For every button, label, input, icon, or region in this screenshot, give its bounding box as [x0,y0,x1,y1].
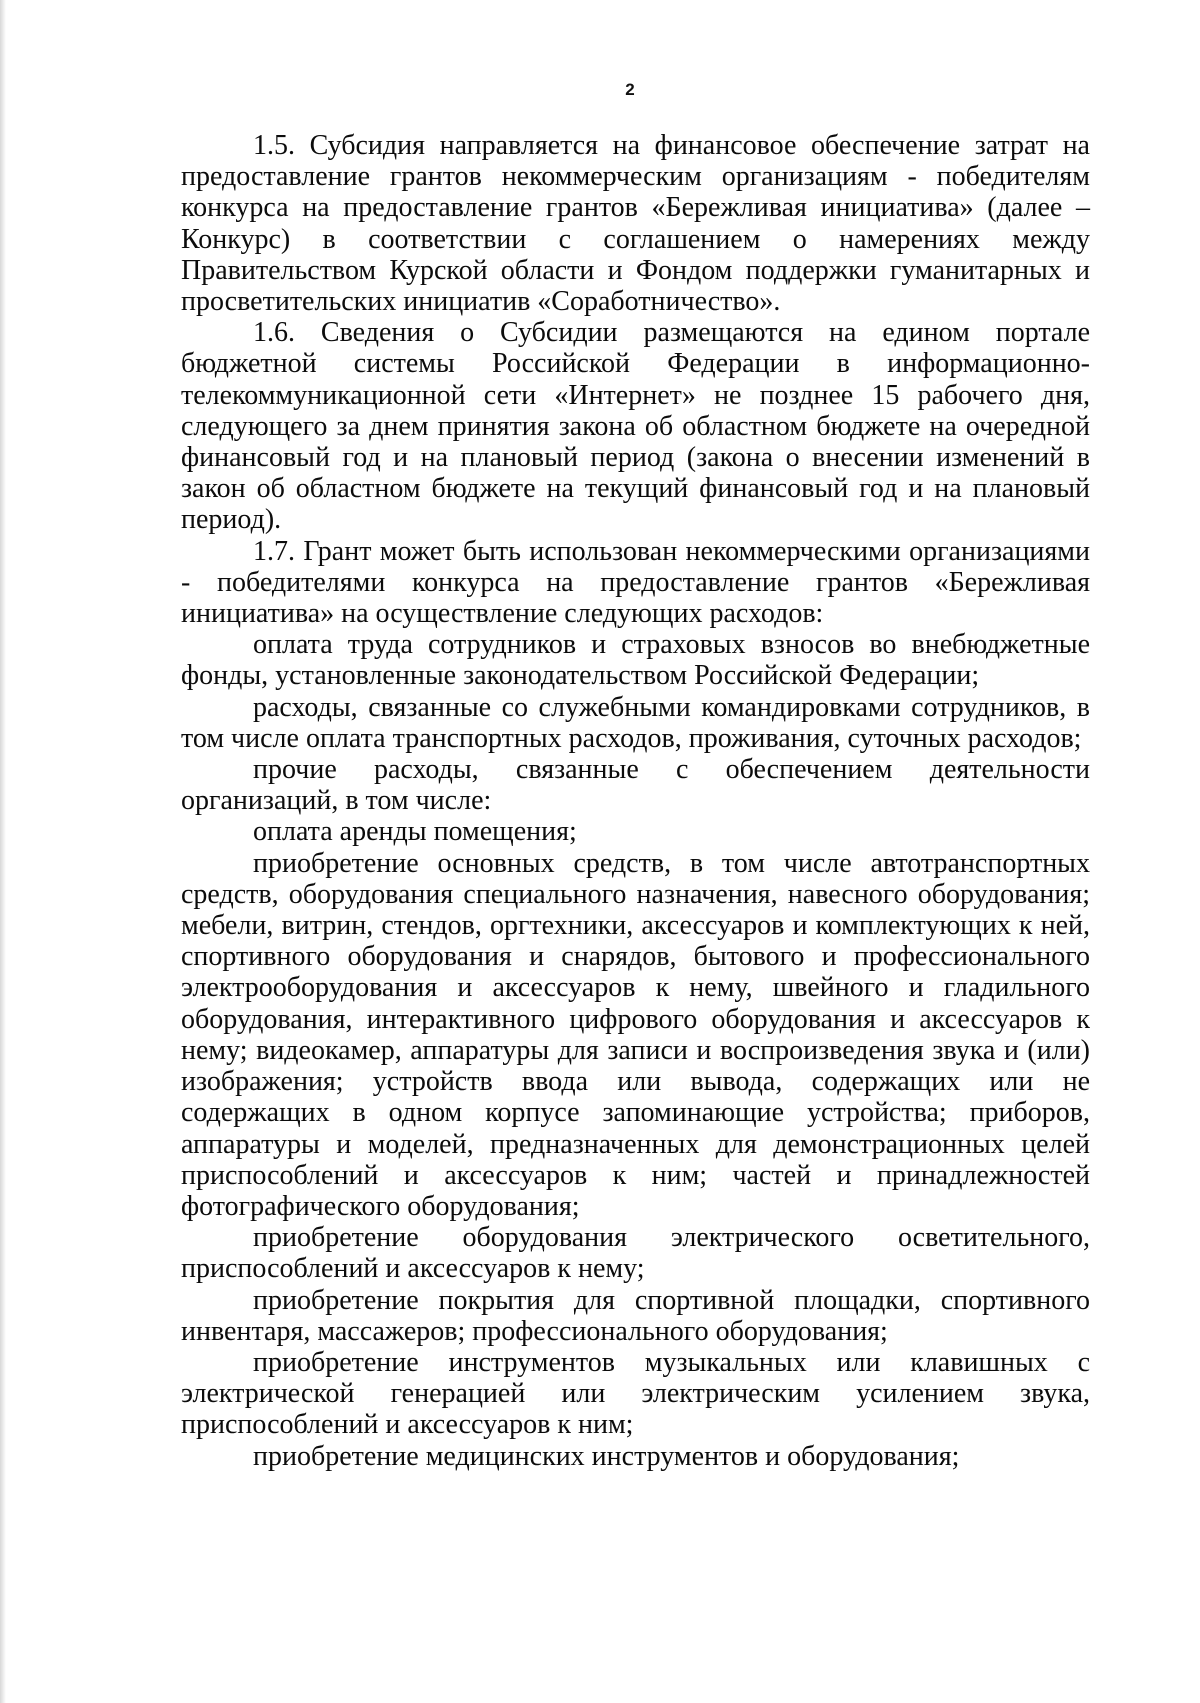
paragraph-1-7: 1.7. Грант может быть использован некоммерческими организациями - победителями конкурса на предоставление грантов «Бережливая инициатива» на осуществление следующих расходов: [181,535,1090,630]
expense-item-salary: оплата труда сотрудников и страховых взносов во внебюджетные фонды, установленные законодательством Российской Федерации; [181,629,1090,692]
expense-item-sports-coating: приобретение покрытия для спортивной площадки, спортивного инвентаря, массажеров; профессионального оборудования; [181,1284,1090,1347]
scan-edge-shadow [0,0,6,1703]
expense-item-lighting-equipment: приобретение оборудования электрического осветительного, приспособлений и аксессуаров к нему; [181,1222,1090,1285]
expense-item-medical-instruments: приобретение медицинских инструментов и оборудования; [253,1440,960,1472]
expense-item-other: прочие расходы, связанные с обеспечением деятельности организаций, в том числе: [181,754,1090,817]
expense-item-rent: оплата аренды помещения; [253,816,577,848]
page-number: 2 [625,80,635,99]
expense-item-business-trips: расходы, связанные со служебными командировками сотрудников, в том числе оплата транспортных расходов, проживания, суточных расходов; [181,691,1090,754]
expense-item-fixed-assets: приобретение основных средств, в том числе автотранспортных средств, оборудования специального назначения, навесного оборудования; мебели, витрин, стендов, оргтехники, аксессуаров и комплектующих к ней, спортивного оборудования и снарядов, бытового и профессионального электрооборудования и аксессуаров к нему, швейного и гладильного оборудования, интерактивного цифрового оборудования и аксессуаров к нему; видеокамер, аппаратуры для записи и воспроизведения звука и (или) изображения; устройств ввода или вывода, содержащих или не содержащих в одном корпусе запоминающие устройства; приборов, аппаратуры и моделей, предназначенных для демонстрационных целей приспособлений и аксессуаров к ним; частей и принадлежностей фотографического оборудования; [181,847,1090,1222]
expense-item-musical-instruments: приобретение инструментов музыкальных или клавишных с электрической генерацией или электрическим усилением звука, приспособлений и аксессуаров к ним; [181,1346,1090,1441]
document-body [181,130,1090,1472]
paragraph-1-6: 1.6. Сведения о Субсидии размещаются на едином портале бюджетной системы Российской Федерации в информационно-телекоммуникационной сети «Интернет» не позднее 15 рабочего дня, следующего за днем принятия закона об областном бюджете на очередной финансовый год и на плановый период (закона о внесении изменений в закон об областном бюджете на текущий финансовый год и на плановый период). [181,317,1090,536]
paragraph-1-5: 1.5. Субсидия направляется на финансовое обеспечение затрат на предоставление грантов некоммерческим организациям - победителям конкурса на предоставление грантов «Бережливая инициатива» (далее – Конкурс) в соответствии с соглашением о намерениях между Правительством Курской области и Фондом поддержки гуманитарных и просветительских инициатив «Соработничество». [181,130,1090,318]
